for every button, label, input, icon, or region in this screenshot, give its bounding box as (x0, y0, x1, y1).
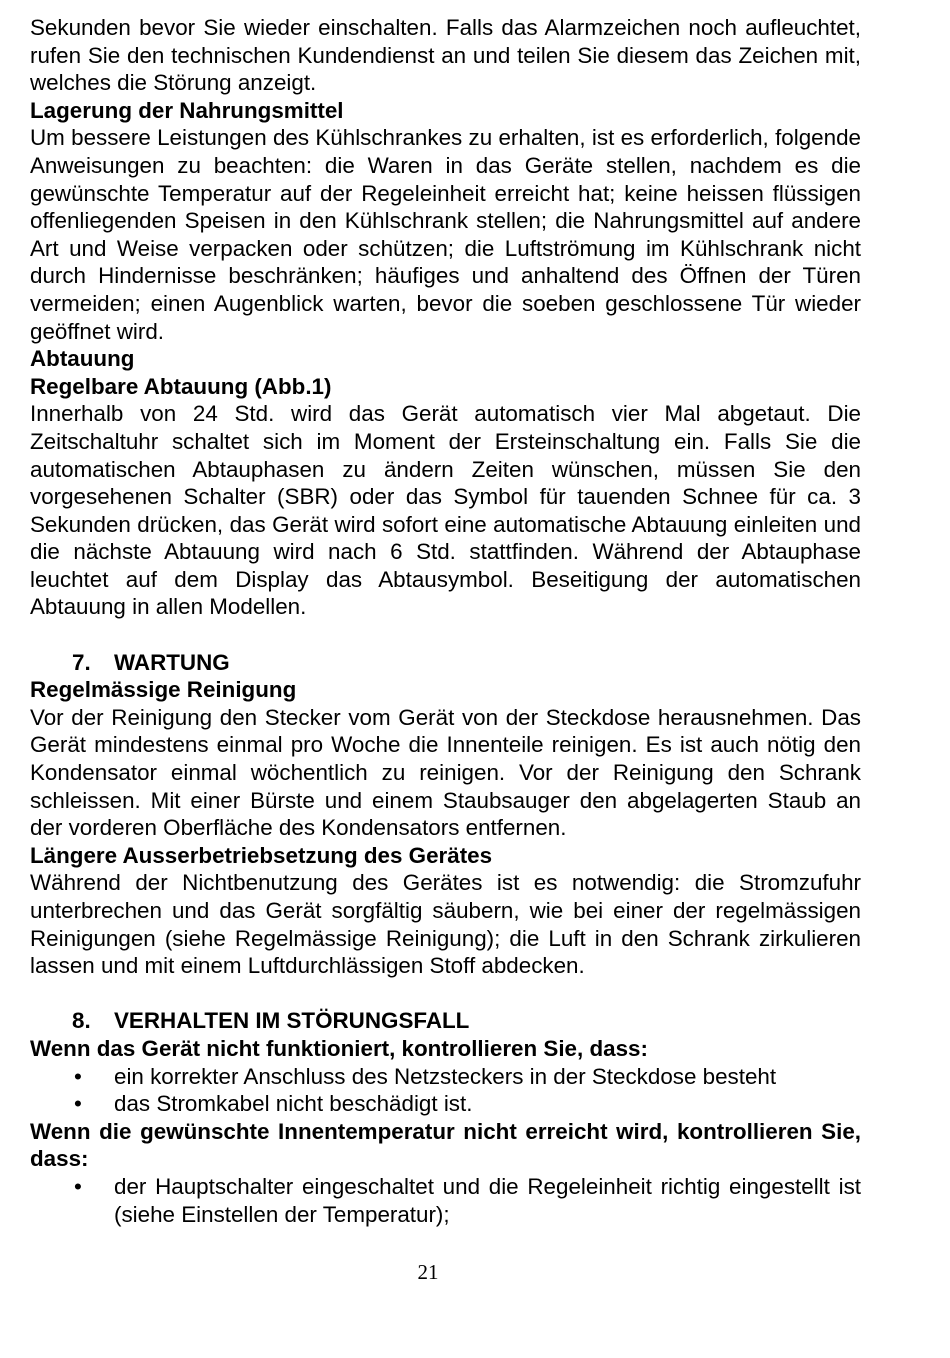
heading-ausserbetriebsetzung: Längere Ausserbetriebsetzung des Gerätes (30, 842, 493, 868)
heading-lagerung: Lagerung der Nahrungsmittel (30, 97, 344, 123)
heading-reinigung: Regelmässige Reinigung (30, 677, 297, 703)
heading-temperatur-nicht-erreicht: Wenn die gewünschte Innentemperatur nicht erreicht wird, kontrollieren Sie, dass: (30, 1118, 861, 1172)
bullet-icon: • (74, 1173, 82, 1199)
list-item-text: das Stromkabel nicht beschädigt ist. (114, 1091, 473, 1117)
bullet-icon: • (74, 1091, 82, 1117)
paragraph-abtauung: Innerhalb von 24 Std. wird das Gerät automatisch vier Mal abgetaut. Die Zeitschaltuhr schaltet sich im Moment der Ersteinschaltung ein. Falls Sie die automatischen Abtauphasen zu ändern Zeiten wünschen, müssen Sie den vorgesehenen Schalter (SBR) oder das Symbol für tauenden Schnee für ca. 3 Sekunden drücken, das Gerät wird sofort eine automatische Abtauung einleiten und die nächste Abtauung wird nach 6 Std. stattfinden. Während der Abtauphase leuchtet auf dem Display das Abtausymbol. Beseitigung der automatischen Abtauung in allen Modellen. (30, 401, 861, 620)
list-item-text: der Hauptschalter eingeschaltet und die Regeleinheit richtig eingestellt ist (siehe Einstellen der Temperatur); (114, 1173, 861, 1227)
page-number: 21 (417, 1260, 439, 1284)
list-item-text: ein korrekter Anschluss des Netzsteckers in der Steckdose besteht (114, 1063, 777, 1089)
heading-regelbare-abtauung: Regelbare Abtauung (Abb.1) (30, 373, 332, 399)
heading-nicht-funktioniert: Wenn das Gerät nicht funktioniert, kontrollieren Sie, dass: (30, 1035, 648, 1061)
section-number: 8. (72, 1008, 91, 1034)
section-heading-wartung (30, 649, 861, 677)
spacer (30, 621, 861, 649)
list-item (30, 1173, 861, 1228)
paragraph-lagerung: Um bessere Leistungen des Kühlschrankes zu erhalten, ist es erforderlich, folgende Anweisungen zu beachten: die Waren in das Geräte stellen, nachdem es die gewünschte Temperatur auf der Regeleinheit erreicht hat; keine heissen flüssigen offenliegenden Speisen in den Kühlschrank stellen; die Nahrungsmittel auf andere Art und Weise verpacken oder schützen; die Luftströmung im Kühlschrank nicht durch Hindernisse beschränken; häufiges und anhaltend des Öffnen der Türen vermeiden; einen Augenblick warten, bevor die soeben geschlossene Tür wieder geöffnet wird. (30, 125, 861, 344)
section-title: WARTUNG (114, 649, 230, 675)
paragraph-ausserbetriebsetzung: Während der Nichtbenutzung des Gerätes ist es notwendig: die Stromzufuhr unterbrechen und das Gerät sorgfältig säubern, wie bei einer der regelmässigen Reinigungen (siehe Regelmässige Reinigung); die Luft in den Schrank zirkulieren lassen und mit einem Luftdurchlässigen Stoff abdecken. (30, 870, 861, 979)
spacer (30, 980, 861, 1008)
section-title: VERHALTEN IM STÖRUNGSFALL (114, 1008, 470, 1034)
intro-paragraph: Sekunden bevor Sie wieder einschalten. Falls das Alarmzeichen noch aufleuchtet, rufen Sie den technischen Kundendienst an und teilen Sie diesem das Zeichen mit, welches die Störung anzeigt. (30, 15, 861, 96)
bullet-list-2 (30, 1173, 861, 1228)
paragraph-reinigung: Vor der Reinigung den Stecker vom Gerät von der Steckdose herausnehmen. Das Gerät mindestens einmal pro Woche die Innenteile reinigen. Es ist auch nötig den Kondensator einmal wöchentlich zu reinigen. Vor der Reinigung den Schrank schleissen. Mit einer Bürste und einem Staubsauger den abgelagerten Staub an der vorderen Oberfläche des Kondensators entfernen. (30, 704, 861, 841)
list-item (30, 1090, 861, 1118)
document-page (30, 14, 861, 1228)
bullet-list-1 (30, 1063, 861, 1118)
bullet-icon: • (74, 1063, 82, 1089)
section-number: 7. (72, 649, 91, 675)
list-item (30, 1063, 861, 1091)
section-heading-stoerungsfall (30, 1007, 861, 1035)
heading-abtauung: Abtauung (30, 346, 135, 372)
